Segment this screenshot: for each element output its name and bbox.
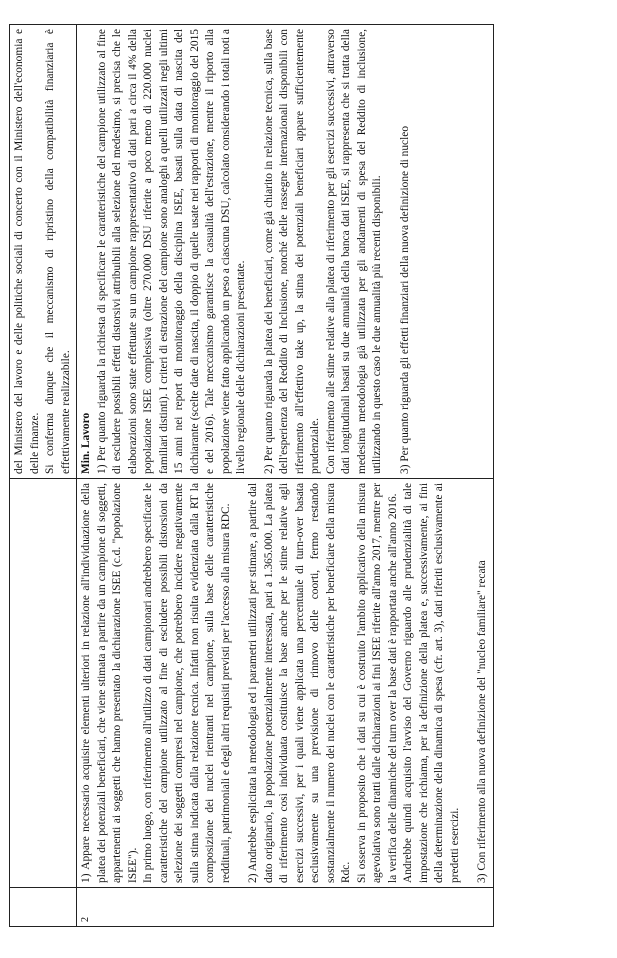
response-paragraph: Con riferimento alle stime relative alla platea di riferimento per gli esercizi successivi, attraverso dati longitudinali basati su due annualità della banca dati ISEE, si rappresenta che si tratta della medesima metodologia già utilizzata per gli andamenti di spesa del Reddito di inclusione, utilizzando in questo caso le due annualità più recenti disponibili.: [324, 29, 383, 474]
table-row-continuation: [9, 25, 76, 927]
observation-paragraph: Andrebbe quindi acquisito l'avviso del Governo riguardo alle prudenzialità di tale impostazione che richiama, per la definizione della platea e, successivamente, ai fini della determinazione della dinamica di spesa (cfr. art. 3), dati riferiti esclusivamente ai predetti esercizi.: [401, 483, 460, 883]
comparison-table: [9, 24, 494, 927]
response-paragraph: 2) Per quanto riguarda la platea dei beneficiari, come già chiarito in relazione tecnica, sulla base dell'esperienza del Reddito di Inclusione, nonché delle rassegne internazionali disponibili con riferimento all'effettivo take up, la stima dei potenziali beneficiari appare sufficientemente prudenziale.: [262, 29, 321, 474]
response-title: Min. Lavoro: [79, 412, 92, 474]
response-cell: [76, 25, 493, 479]
response-paragraph: 1) Per quanto riguarda la richiesta di specificare le caratteristiche del campione utilizzato al fine di escludere possibili effetti distorsivi attribuibili alla selezione del medesimo, si precisa che le elaborazioni sono state effettuate su un campione rappresentativo di dati pari a circa il 4% della popolazione ISEE complessiva (oltre 270.000 DSU riferite a poco meno di 220.000 nuclei familiari distinti). I criteri di estrazione del campione sono analoghi a quelli utilizzati negli ultimi 15 anni nei report di monitoraggio della disciplina ISEE, basati sulla data di nascita del dichiarante (scelte date di nascita, il doppio di quelle usate nei rapporti di monitoraggio del 2015 e del 2016). Tale meccanismo garantisce la casualità dell'estrazione, mentre il riporto alla popolazione viene fatto applicando un peso a ciascuna DSU, calcolato considerando i totali noti a livello regionale delle dichiarazioni presentate.: [95, 29, 247, 474]
table-row: [76, 25, 493, 927]
observation-paragraph: 2) Andrebbe esplicitata la metodologia ed i parametri utilizzati per stimare, a partire dal dato originario, la popolazione potenzialmente interessata, pari a 1.365.000. La platea di riferimento così individuata costituisce la base anche per le stime relative agli esercizi successivi, per i quali viene applicata una percentuale di turn-over basata esclusivamente su una previsione di rinnovo delle coorti, fermo restando sostanzialmente il numero dei nuclei con le caratteristiche per beneficiare della misura Rdc.: [246, 483, 352, 883]
observation-paragraph: 1) Appare necessario acquisire elementi ulteriori in relazione all'individuazione della platea dei potenziali beneficiari, che viene stimata a partire da un campione di soggetti, appartenenti ai soggetti che hanno presentato la dichiarazione ISEE (c.d. "popolazione ISEE").: [79, 483, 138, 883]
row-number-cell: [9, 888, 76, 927]
left-cell-empty: [9, 479, 76, 888]
observation-paragraph: 3) Con riferimento alla nuova definizione del "nucleo familiare" recata: [475, 560, 488, 883]
continuation-line: del Ministero del lavoro e delle politiche sociali di concerto con il Ministero dell'economia e delle finanze.: [12, 29, 40, 474]
response-paragraph: 3) Per quanto riguarda gli effetti finanziari della nuova definizione di nucleo: [398, 125, 410, 474]
rotated-table-area: [9, 21, 609, 937]
observation-paragraph: In primo luogo, con riferimento all'utilizzo di dati campionari andrebbero specificate le caratteristiche del campione utilizzato al fine di escludere possibili distorsioni da selezione dei soggetti compresi nel campione, che potrebbero incidere negativamente sulla stima indicata dalla relazione tecnica. Infatti non risulta evidenziata dalla RT la composizione dei nuclei rientranti nel campione, sulla base delle caratteristiche reddituali, patrimoniali e degli altri requisiti previsti per l'accesso alla misura RDC.: [141, 483, 231, 883]
row-number: 2: [76, 888, 493, 927]
observation-cell: [76, 479, 493, 888]
right-cell-continuation: [9, 25, 76, 479]
continuation-line: Si conferma dunque che il meccanismo di ripristino della compatibilità finanziaria è effettivamente realizzabile.: [43, 29, 71, 474]
observation-paragraph: Si osserva in proposito che i dati su cui è costruito l'ambito applicativo della misura agevolativa sono tratti dalle dichiarazioni ai fini ISEE riferite all'anno 2017, mentre per la verifica delle dinamiche del turn over la base dati è rapportata anche all'anno 2016.: [355, 483, 398, 883]
